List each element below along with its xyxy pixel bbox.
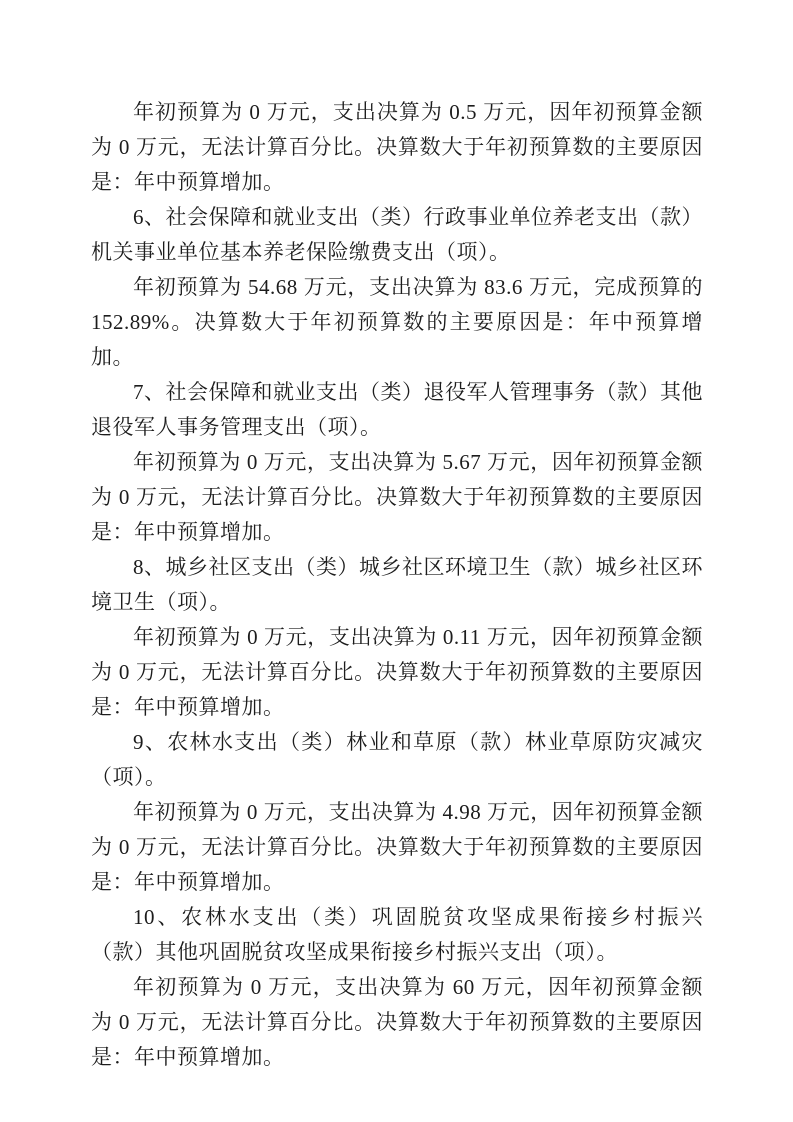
paragraph-item-9-title: 9、农林水支出（类）林业和草原（款）林业草原防灾减灾（项）。 xyxy=(91,730,703,789)
paragraph-item-9-note: 年初预算为 0 万元，支出决算为 4.98 万元，因年初预算金额为 0 万元，无法计算百分比。决算数大于年初预算数的主要原因是：年中预算增加。 xyxy=(91,800,703,894)
paragraph-item-8-note: 年初预算为 0 万元，支出决算为 0.11 万元，因年初预算金额为 0 万元，无法计算百分比。决算数大于年初预算数的主要原因是：年中预算增加。 xyxy=(91,625,703,719)
paragraph-item-7-note: 年初预算为 0 万元，支出决算为 5.67 万元，因年初预算金额为 0 万元，无法计算百分比。决算数大于年初预算数的主要原因是：年中预算增加。 xyxy=(91,450,703,544)
paragraph-item-10-note: 年初预算为 0 万元，支出决算为 60 万元，因年初预算金额为 0 万元，无法计算百分比。决算数大于年初预算数的主要原因是：年中预算增加。 xyxy=(91,975,703,1069)
paragraph-item-8-title: 8、城乡社区支出（类）城乡社区环境卫生（款）城乡社区环境卫生（项）。 xyxy=(91,555,703,614)
paragraph-item-6-note: 年初预算为 54.68 万元，支出决算为 83.6 万元，完成预算的 152.89%。决算数大于年初预算数的主要原因是：年中预算增加。 xyxy=(91,275,703,369)
paragraph-budget-note-5: 年初预算为 0 万元，支出决算为 0.5 万元，因年初预算金额为 0 万元，无法计算百分比。决算数大于年初预算数的主要原因是：年中预算增加。 xyxy=(91,100,703,194)
document-body xyxy=(91,95,703,1075)
paragraph-item-10-title: 10、农林水支出（类）巩固脱贫攻坚成果衔接乡村振兴（款）其他巩固脱贫攻坚成果衔接乡村振兴支出（项）。 xyxy=(91,905,703,964)
paragraph-item-7-title: 7、社会保障和就业支出（类）退役军人管理事务（款）其他退役军人事务管理支出（项）。 xyxy=(91,380,703,439)
paragraph-item-6-title: 6、社会保障和就业支出（类）行政事业单位养老支出（款）机关事业单位基本养老保险缴费支出（项）。 xyxy=(91,205,703,264)
